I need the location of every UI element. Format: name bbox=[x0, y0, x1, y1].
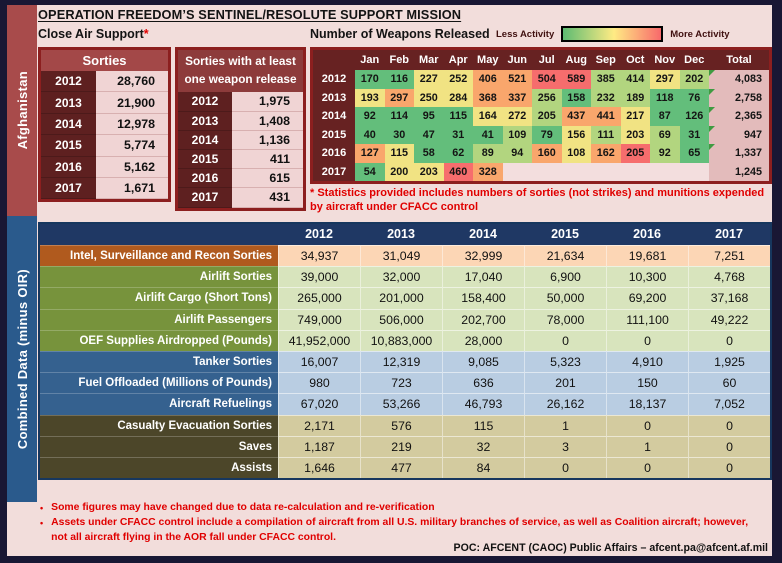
combined-year-header: 2012 bbox=[278, 224, 360, 245]
combined-cell: 111,100 bbox=[606, 309, 688, 330]
weapon-release-row bbox=[178, 92, 303, 111]
heatmap-cell: 205 bbox=[621, 144, 651, 163]
heatmap-cell: 114 bbox=[385, 107, 415, 126]
combined-cell: 1,925 bbox=[688, 351, 770, 372]
heatmap-cell: 328 bbox=[473, 163, 503, 182]
sorties-row bbox=[41, 178, 168, 199]
heatmap-total-cell: 947 bbox=[709, 126, 769, 145]
combined-row-label: OEF Supplies Airdropped (Pounds) bbox=[40, 330, 278, 351]
combined-cell: 6,900 bbox=[524, 266, 606, 287]
sidebar-afghanistan-label: Afghanistan bbox=[14, 71, 30, 150]
combined-cell: 749,000 bbox=[278, 309, 360, 330]
weapon-release-row bbox=[178, 150, 303, 169]
combined-cell: 0 bbox=[688, 330, 770, 351]
combined-row-label: Saves bbox=[40, 436, 278, 457]
combined-cell: 53,266 bbox=[360, 393, 442, 414]
combined-row-label: Tanker Sorties bbox=[40, 351, 278, 372]
combined-cell: 60 bbox=[688, 372, 770, 393]
sorties-row bbox=[41, 157, 168, 178]
weapon-release-year: 2014 bbox=[178, 131, 232, 150]
heatmap-cell: 272 bbox=[503, 107, 533, 126]
heatmap-cell: 337 bbox=[503, 89, 533, 108]
heatmap-month-header: Mar bbox=[414, 50, 444, 70]
heatmap-year-label: 2013 bbox=[313, 89, 355, 108]
footnote-text: Assets under CFACC control include a compilation of aircraft from all U.S. military branches of service, as well as Coalition aircraft; however, not all aircraft flying in the AOR fall under CFACC control. bbox=[51, 516, 749, 543]
heatmap-month-header: Jan bbox=[355, 50, 385, 70]
weapon-release-table-title bbox=[178, 50, 303, 92]
combined-cell: 16,007 bbox=[278, 351, 360, 372]
combined-data-table bbox=[38, 222, 772, 480]
combined-cell: 0 bbox=[606, 330, 688, 351]
sorties-table-rows bbox=[41, 71, 168, 199]
heatmap-month-header: Apr bbox=[444, 50, 474, 70]
bullet-icon: • bbox=[40, 517, 44, 528]
heatmap-cell: 65 bbox=[680, 144, 710, 163]
weapon-release-year: 2017 bbox=[178, 188, 232, 207]
sorties-row bbox=[41, 71, 168, 92]
heatmap-grid bbox=[313, 50, 769, 181]
combined-cell: 10,300 bbox=[606, 266, 688, 287]
combined-cell: 0 bbox=[524, 330, 606, 351]
heatmap-cell: 368 bbox=[473, 89, 503, 108]
weapon-release-value: 411 bbox=[232, 150, 303, 169]
heatmap-cell: 115 bbox=[444, 107, 474, 126]
combined-cell: 84 bbox=[442, 457, 524, 478]
sorties-value: 28,760 bbox=[96, 71, 168, 92]
heatmap-cell bbox=[650, 163, 680, 182]
combined-cell: 506,000 bbox=[360, 309, 442, 330]
combined-row-label: Assists bbox=[40, 457, 278, 478]
sorties-value: 5,774 bbox=[96, 135, 168, 156]
combined-cell: 636 bbox=[442, 372, 524, 393]
combined-cell: 28,000 bbox=[442, 330, 524, 351]
page-title: OPERATION FREEDOM’S SENTINEL/RESOLUTE SUPPORT MISSION bbox=[38, 7, 462, 22]
combined-cell: 980 bbox=[278, 372, 360, 393]
heatmap-cell: 30 bbox=[385, 126, 415, 145]
sorties-table bbox=[38, 47, 171, 202]
combined-cell: 723 bbox=[360, 372, 442, 393]
combined-cell: 0 bbox=[688, 436, 770, 457]
heatmap-total-cell: 1,245 bbox=[709, 163, 769, 182]
sorties-value: 12,978 bbox=[96, 114, 168, 135]
weapons-released-heatmap bbox=[310, 47, 772, 184]
sorties-value: 5,162 bbox=[96, 157, 168, 178]
heatmap-cell: 200 bbox=[385, 163, 415, 182]
sorties-value: 1,671 bbox=[96, 178, 168, 199]
heatmap-footnote: * Statistics provided includes numbers of sorties (not strikes) and munitions expended by aircraft under CFACC control bbox=[310, 187, 765, 214]
heatmap-cell: 164 bbox=[473, 107, 503, 126]
weapon-release-value: 615 bbox=[232, 169, 303, 188]
poc-line: POC: AFCENT (CAOC) Public Affairs – afcent.pa@afcent.af.mil bbox=[453, 542, 768, 554]
heatmap-cell: 108 bbox=[562, 144, 592, 163]
heatmap-cell: 227 bbox=[414, 70, 444, 89]
combined-cell: 0 bbox=[606, 415, 688, 436]
combined-cell: 34,937 bbox=[278, 245, 360, 266]
close-air-support-asterisk: * bbox=[143, 27, 149, 41]
heatmap-cell: 256 bbox=[532, 89, 562, 108]
sorties-row bbox=[41, 114, 168, 135]
heatmap-cell: 160 bbox=[532, 144, 562, 163]
combined-year-header: 2015 bbox=[524, 224, 606, 245]
heatmap-cell: 297 bbox=[385, 89, 415, 108]
combined-cell: 12,319 bbox=[360, 351, 442, 372]
bullet-icon: • bbox=[40, 503, 44, 513]
combined-cell: 0 bbox=[524, 457, 606, 478]
heatmap-cell: 118 bbox=[650, 89, 680, 108]
heatmap-cell bbox=[680, 163, 710, 182]
combined-cell: 31,049 bbox=[360, 245, 442, 266]
combined-cell: 7,052 bbox=[688, 393, 770, 414]
combined-row-label: Intel, Surveillance and Recon Sorties bbox=[40, 245, 278, 266]
heatmap-cell: 170 bbox=[355, 70, 385, 89]
combined-cell: 41,952,000 bbox=[278, 330, 360, 351]
combined-cell: 3 bbox=[524, 436, 606, 457]
heatmap-cell bbox=[532, 163, 562, 182]
combined-cell: 50,000 bbox=[524, 287, 606, 308]
heatmap-month-header: Dec bbox=[680, 50, 710, 70]
heatmap-cell: 54 bbox=[355, 163, 385, 182]
sidebar-combined-data-label: Combined Data (minus OIR) bbox=[14, 268, 30, 450]
combined-cell: 576 bbox=[360, 415, 442, 436]
footnote-item bbox=[40, 516, 754, 546]
combined-cell: 37,168 bbox=[688, 287, 770, 308]
heatmap-total-cell: 2,758 bbox=[709, 89, 769, 108]
heatmap-cell: 441 bbox=[591, 107, 621, 126]
combined-cell: 0 bbox=[688, 415, 770, 436]
combined-cell: 26,162 bbox=[524, 393, 606, 414]
heatmap-cell: 232 bbox=[591, 89, 621, 108]
combined-cell: 202,700 bbox=[442, 309, 524, 330]
heatmap-month-header: Jun bbox=[503, 50, 533, 70]
weapon-release-value: 431 bbox=[232, 188, 303, 207]
heatmap-cell: 69 bbox=[650, 126, 680, 145]
heatmap-total-cell: 2,365 bbox=[709, 107, 769, 126]
sorties-value: 21,900 bbox=[96, 92, 168, 113]
heatmap-cell: 109 bbox=[503, 126, 533, 145]
heatmap-cell: 31 bbox=[444, 126, 474, 145]
legend-gradient-bar bbox=[561, 26, 663, 42]
weapon-release-table-rows bbox=[178, 92, 303, 207]
heatmap-corner bbox=[313, 50, 355, 70]
combined-cell: 32,999 bbox=[442, 245, 524, 266]
heatmap-cell: 284 bbox=[444, 89, 474, 108]
combined-cell: 1 bbox=[606, 436, 688, 457]
heatmap-cell: 58 bbox=[414, 144, 444, 163]
weapon-release-row bbox=[178, 188, 303, 207]
heatmap-cell bbox=[503, 163, 533, 182]
combined-cell: 201 bbox=[524, 372, 606, 393]
heatmap-cell: 460 bbox=[444, 163, 474, 182]
close-air-support-heading-text: Close Air Support bbox=[38, 27, 144, 41]
combined-cell: 17,040 bbox=[442, 266, 524, 287]
sorties-row bbox=[41, 135, 168, 156]
combined-cell: 32 bbox=[442, 436, 524, 457]
heatmap-cell: 189 bbox=[621, 89, 651, 108]
heatmap-month-header: Nov bbox=[650, 50, 680, 70]
heatmap-cell: 250 bbox=[414, 89, 444, 108]
heatmap-cell: 94 bbox=[503, 144, 533, 163]
weapon-release-title-line1: Sorties with at least bbox=[185, 54, 296, 68]
heatmap-cell: 95 bbox=[414, 107, 444, 126]
heatmap-month-header: Oct bbox=[621, 50, 651, 70]
close-air-support-heading bbox=[38, 27, 149, 41]
heatmap-cell: 156 bbox=[562, 126, 592, 145]
heatmap-cell: 62 bbox=[444, 144, 474, 163]
combined-cell: 67,020 bbox=[278, 393, 360, 414]
combined-row-label: Airlift Sorties bbox=[40, 266, 278, 287]
heatmap-cell: 414 bbox=[621, 70, 651, 89]
heatmap-cell: 437 bbox=[562, 107, 592, 126]
combined-cell: 0 bbox=[606, 457, 688, 478]
heatmap-cell: 111 bbox=[591, 126, 621, 145]
legend-less-activity-label: Less Activity bbox=[496, 28, 555, 40]
heatmap-cell: 41 bbox=[473, 126, 503, 145]
combined-cell: 4,768 bbox=[688, 266, 770, 287]
combined-row-label: Aircraft Refuelings bbox=[40, 393, 278, 414]
weapon-release-table bbox=[175, 47, 306, 211]
heatmap-cell: 504 bbox=[532, 70, 562, 89]
combined-year-header: 2017 bbox=[688, 224, 770, 245]
heatmap-year-label: 2015 bbox=[313, 126, 355, 145]
heatmap-cell: 79 bbox=[532, 126, 562, 145]
sidebar-afghanistan bbox=[7, 5, 37, 216]
weapon-release-year: 2013 bbox=[178, 112, 232, 131]
heatmap-total-header: Total bbox=[709, 50, 769, 70]
heatmap-cell: 115 bbox=[385, 144, 415, 163]
heatmap-cell: 87 bbox=[650, 107, 680, 126]
sorties-year: 2014 bbox=[41, 114, 96, 135]
combined-cell: 219 bbox=[360, 436, 442, 457]
combined-cell: 21,634 bbox=[524, 245, 606, 266]
sorties-row bbox=[41, 92, 168, 113]
heatmap-cell: 217 bbox=[621, 107, 651, 126]
combined-cell: 5,323 bbox=[524, 351, 606, 372]
combined-cell: 7,251 bbox=[688, 245, 770, 266]
heatmap-cell: 116 bbox=[385, 70, 415, 89]
heatmap-year-label: 2012 bbox=[313, 70, 355, 89]
heatmap-cell bbox=[621, 163, 651, 182]
heatmap-cell: 203 bbox=[621, 126, 651, 145]
heatmap-cell: 92 bbox=[355, 107, 385, 126]
heatmap-cell: 202 bbox=[680, 70, 710, 89]
combined-year-header: 2013 bbox=[360, 224, 442, 245]
heatmap-cell: 76 bbox=[680, 89, 710, 108]
heatmap-total-cell: 4,083 bbox=[709, 70, 769, 89]
combined-cell: 477 bbox=[360, 457, 442, 478]
heatmap-cell: 126 bbox=[680, 107, 710, 126]
combined-row-label: Fuel Offloaded (Millions of Pounds) bbox=[40, 372, 278, 393]
heatmap-month-header: Aug bbox=[562, 50, 592, 70]
combined-cell: 1 bbox=[524, 415, 606, 436]
footnotes bbox=[40, 501, 754, 545]
footnote-text: Some figures may have changed due to data re-calculation and re-verification bbox=[51, 502, 435, 513]
sorties-year: 2013 bbox=[41, 92, 96, 113]
combined-cell: 78,000 bbox=[524, 309, 606, 330]
combined-cell: 2,171 bbox=[278, 415, 360, 436]
heatmap-cell: 385 bbox=[591, 70, 621, 89]
combined-cell: 1,646 bbox=[278, 457, 360, 478]
combined-cell: 69,200 bbox=[606, 287, 688, 308]
heatmap-cell: 203 bbox=[414, 163, 444, 182]
heatmap-cell: 47 bbox=[414, 126, 444, 145]
weapon-release-year: 2012 bbox=[178, 92, 232, 111]
weapon-release-value: 1,136 bbox=[232, 131, 303, 150]
heatmap-cell: 89 bbox=[473, 144, 503, 163]
combined-row-label: Airlift Cargo (Short Tons) bbox=[40, 287, 278, 308]
sorties-year: 2016 bbox=[41, 157, 96, 178]
heatmap-cell: 158 bbox=[562, 89, 592, 108]
weapon-release-year: 2016 bbox=[178, 169, 232, 188]
footnote-item bbox=[40, 501, 754, 516]
combined-cell: 150 bbox=[606, 372, 688, 393]
combined-cell: 19,681 bbox=[606, 245, 688, 266]
combined-cell: 1,187 bbox=[278, 436, 360, 457]
weapon-release-row bbox=[178, 112, 303, 131]
weapon-release-row bbox=[178, 169, 303, 188]
combined-cell: 9,085 bbox=[442, 351, 524, 372]
heatmap-cell: 127 bbox=[355, 144, 385, 163]
weapon-release-year: 2015 bbox=[178, 150, 232, 169]
combined-year-header: 2016 bbox=[606, 224, 688, 245]
sorties-year: 2012 bbox=[41, 71, 96, 92]
activity-legend bbox=[496, 26, 730, 42]
sorties-table-title: Sorties bbox=[41, 50, 168, 71]
combined-cell: 10,883,000 bbox=[360, 330, 442, 351]
heatmap-cell: 521 bbox=[503, 70, 533, 89]
weapon-release-title-line2: one weapon release bbox=[184, 71, 297, 86]
heatmap-month-header: May bbox=[473, 50, 503, 70]
weapon-release-row bbox=[178, 131, 303, 150]
weapons-released-heading: Number of Weapons Released bbox=[310, 27, 490, 41]
combined-row-label: Casualty Evacuation Sorties bbox=[40, 415, 278, 436]
combined-row-label: Airlift Passengers bbox=[40, 309, 278, 330]
combined-year-header: 2014 bbox=[442, 224, 524, 245]
combined-header-corner bbox=[40, 224, 278, 245]
combined-cell: 39,000 bbox=[278, 266, 360, 287]
combined-cell: 115 bbox=[442, 415, 524, 436]
heatmap-cell bbox=[591, 163, 621, 182]
combined-cell: 0 bbox=[688, 457, 770, 478]
heatmap-cell: 40 bbox=[355, 126, 385, 145]
heatmap-month-header: Jul bbox=[532, 50, 562, 70]
heatmap-cell bbox=[562, 163, 592, 182]
legend-more-activity-label: More Activity bbox=[670, 28, 730, 40]
heatmap-cell: 589 bbox=[562, 70, 592, 89]
heatmap-cell: 406 bbox=[473, 70, 503, 89]
heatmap-year-label: 2017 bbox=[313, 163, 355, 182]
heatmap-total-cell: 1,337 bbox=[709, 144, 769, 163]
heatmap-year-label: 2014 bbox=[313, 107, 355, 126]
sorties-year: 2017 bbox=[41, 178, 96, 199]
combined-cell: 18,137 bbox=[606, 393, 688, 414]
heatmap-month-header: Sep bbox=[591, 50, 621, 70]
heatmap-cell: 31 bbox=[680, 126, 710, 145]
heatmap-cell: 252 bbox=[444, 70, 474, 89]
combined-cell: 49,222 bbox=[688, 309, 770, 330]
combined-cell: 201,000 bbox=[360, 287, 442, 308]
combined-cell: 158,400 bbox=[442, 287, 524, 308]
heatmap-cell: 297 bbox=[650, 70, 680, 89]
heatmap-cell: 193 bbox=[355, 89, 385, 108]
combined-cell: 32,000 bbox=[360, 266, 442, 287]
sidebar-combined-data bbox=[7, 216, 37, 502]
sorties-year: 2015 bbox=[41, 135, 96, 156]
heatmap-cell: 162 bbox=[591, 144, 621, 163]
heatmap-cell: 92 bbox=[650, 144, 680, 163]
combined-cell: 265,000 bbox=[278, 287, 360, 308]
combined-cell: 46,793 bbox=[442, 393, 524, 414]
combined-cell: 4,910 bbox=[606, 351, 688, 372]
weapon-release-value: 1,975 bbox=[232, 92, 303, 111]
weapon-release-value: 1,408 bbox=[232, 112, 303, 131]
heatmap-cell: 205 bbox=[532, 107, 562, 126]
heatmap-year-label: 2016 bbox=[313, 144, 355, 163]
heatmap-month-header: Feb bbox=[385, 50, 415, 70]
